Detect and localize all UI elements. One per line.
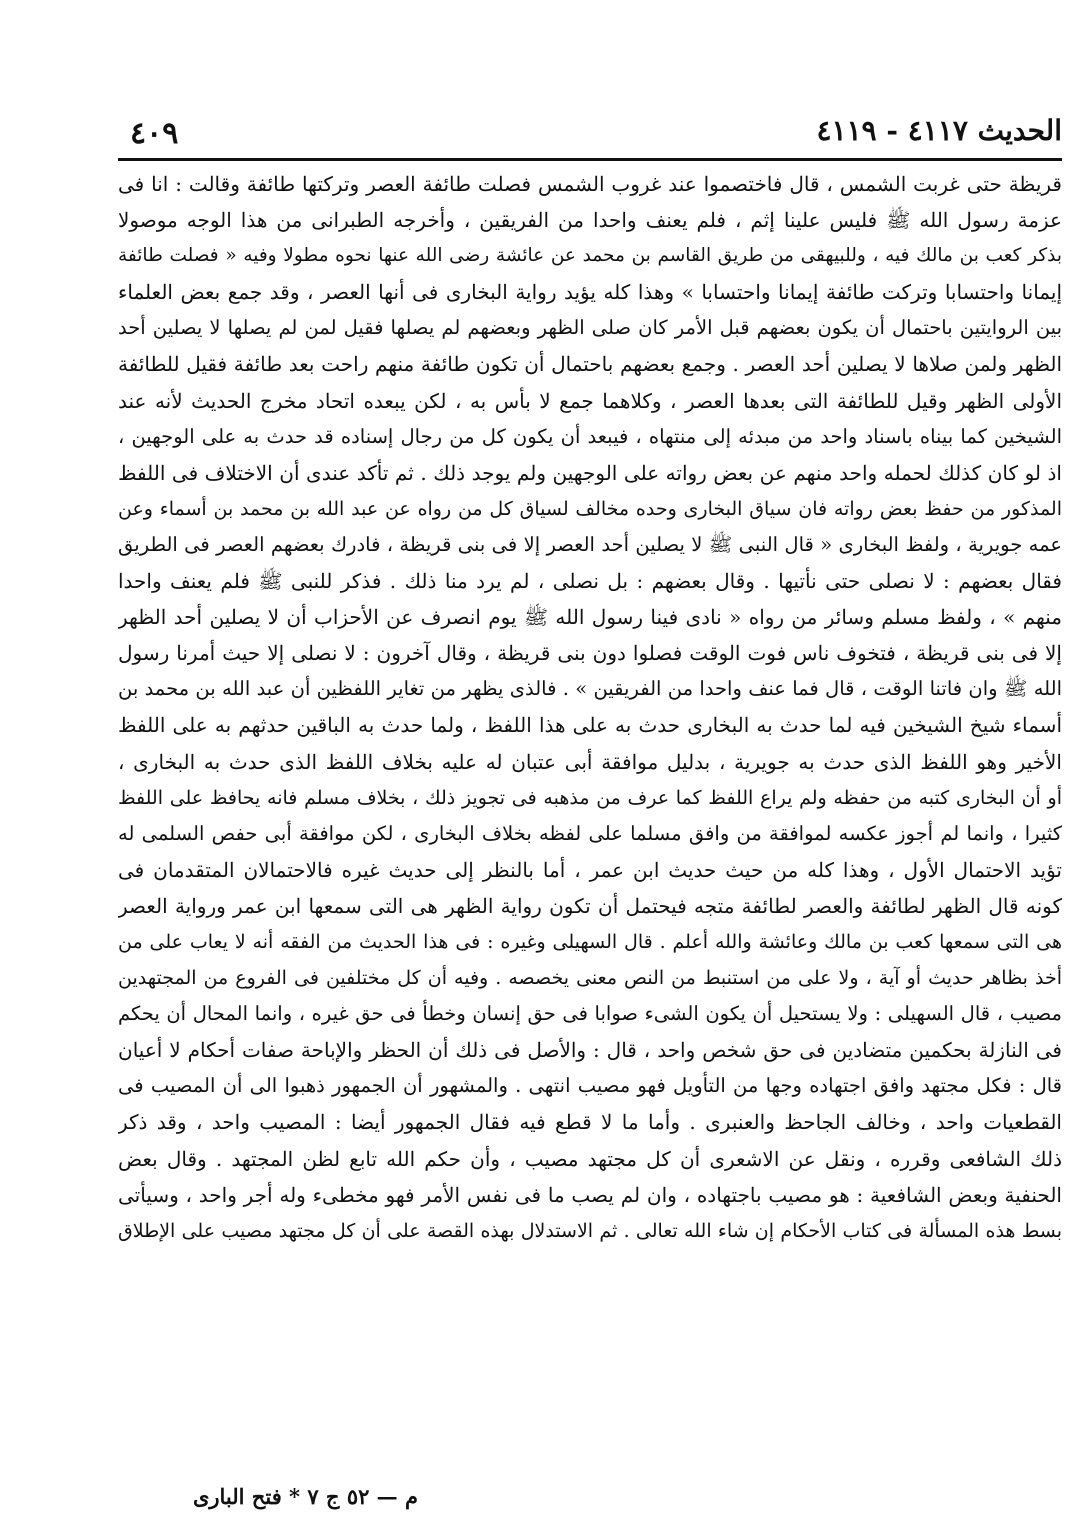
text-line: كونه قال الظهر لطائفة والعصر لطائفة متجه فيحتمل أن تكون رواية الظهر هى التى سمعها ابن عمر ورواية العصر	[118, 893, 1062, 918]
text-line: أو أن البخارى كتبه من حفظه ولم يراع اللفظ كما عرف من مذهبه فى تجويز ذلك ، بخلاف مسلم فانه يحافظ على اللفظ	[118, 786, 1062, 809]
header-rule	[118, 158, 1062, 161]
text-line: الظهر ولمن صلاها لا يصلين أحد العصر . وجمع بعضهم باحتمال أن تكون طائفة منهم راحت بعد طائفة فقيل للطائفة	[118, 352, 1062, 377]
text-line: الأخير وهو اللفظ الذى حدث به جويرية ، بدليل موافقة أبى عتبان له عليه بخلاف اللفظ الذى حدث به البخارى ،	[118, 749, 1062, 774]
text-line: هى التى سمعها كعب بن مالك وعائشة والله أعلم . قال السهيلى وغيره : فى هذا الحديث من الفقه أنه لا يعاب على من	[118, 930, 1062, 953]
text-line: ذلك الشافعى وقرره ، ونقل عن الاشعرى أن كل مجتهد مصيب ، وأن حكم الله تابع لظن المجتهد . وقال بعض	[118, 1146, 1062, 1171]
page-number: ٤٠٩	[130, 116, 179, 151]
text-line: اذ لو كان كذلك لحمله واحد منهم عن بعض رواته على الوجهين ولم يوجد ذلك . ثم تأكد عندى أن الاختلاف فى اللفظ	[118, 460, 1062, 485]
text-line: كثيرا ، وانما لم أجوز عكسه لموافقة من وافق مسلما على لفظه بخلاف البخارى ، لكن موافقة أبى حفص السلمى له	[118, 821, 1062, 845]
text-line: إيمانا واحتسابا وتركت طائفة إيمانا واحتسابا » وهذا كله يؤيد رواية البخارى فى أنها العصر ، وقد جمع بعض العلماء	[118, 280, 1062, 305]
text-line: الحنفية وبعض الشافعية : هو مصيب باجتهاده ، وان لم يصب ما فى نفس الأمر فهو مخطىء وله أجر واحد ، وسيأتى	[118, 1182, 1062, 1207]
text-line: قال : فكل مجتهد وافق اجتهاده وجها من التأويل فهو مصيب انتهى . والمشهور أن الجمهور ذهبوا الى أن المصيب فى	[118, 1074, 1062, 1098]
text-line: المذكور من حفظ بعض رواته فان سياق البخارى وحده مخالف لسياق كل من رواه عن عبد الله بن محمد بن أسماء وعن	[118, 497, 1062, 520]
text-line: عمه جويرية ، ولفظ البخارى « قال النبى ﷺ لا يصلين أحد العصر إلا فى بنى قريظة ، فادرك بعضهم العصر فى الطريق	[118, 532, 1062, 556]
text-line: الله ﷺ وان فاتنا الوقت ، قال فما عنف واحدا من الفريقين » . فالذى يظهر من تغاير اللفظين أن عبد الله بن محمد بن	[118, 677, 1062, 701]
text-line: مصيب ، قال السهيلى : ولا يستحيل أن يكون الشىء صوابا فى حق إنسان وخطأ فى حق غيره ، وانما المحال أن يحكم	[118, 1002, 1062, 1026]
text-line: فى النازلة بحكمين متضادين فى حق شخص واحد ، قال : والأصل فى ذلك أن الحظر والإباحة صفات أحكام لا أعيان	[118, 1038, 1062, 1063]
text-line: تؤيد الاحتمال الأول ، وهذا كله من حيث حديث ابن عمر ، أما بالنظر إلى حديث غيره فالاحتمالان المتقدمان فى	[118, 857, 1062, 882]
text-line: الأولى الظهر وقيل للطائفة التى بعدها العصر ، وكلاهما جمع لا بأس به ، لكن يبعده اتحاد مخرج الحديث لأنه عند	[118, 388, 1062, 413]
text-line: القطعيات واحد ، وخالف الجاحظ والعنبرى . وأما ما لا قطع فيه فقال الجمهور أيضا : المصيب واحد ، وقد ذكر	[118, 1110, 1062, 1135]
text-line: الشيخين كما بيناه باسناد واحد من مبدئه إلى منتهاه ، فيبعد أن يكون كل من رجال إسناده قد حدث به على الوجهين ،	[118, 424, 1062, 448]
text-line: فقال بعضهم : لا نصلى حتى نأتيها . وقال بعضهم : بل نصلى ، لم يرد منا ذلك . فذكر للنبى ﷺ فلم يعنف واحدا	[118, 569, 1062, 594]
text-line: قريظة حتى غربت الشمس ، قال فاختصموا عند غروب الشمس فصلت طائفة العصر وتركتها طائفة وقالت : انا فى	[118, 172, 1062, 196]
page-footer: م — ٥٢ ج ٧ * فتح البارى	[192, 1484, 418, 1509]
text-line: بذكر كعب بن مالك فيه ، وللبيهقى من طريق القاسم بن محمد عن عائشة رضى الله عنها نحوه مطولا وفيه « فصلت طائفة	[118, 245, 1062, 267]
body-text	[118, 166, 1062, 1466]
text-line: عزمة رسول الله ﷺ فليس علينا إثم ، فلم يعنف واحدا من الفريقين ، وأخرجه الطبرانى من هذا الوجه موصولا	[118, 208, 1062, 233]
text-line: بسط هذه المسألة فى كتاب الأحكام إن شاء الله تعالى . ثم الاستدلال بهذه القصة على أن كل مجتهد مصيب على الإطلاق	[118, 1219, 1062, 1242]
running-title: الحديث ٤١١٧ - ٤١١٩	[816, 114, 1062, 147]
text-line: أسماء شيخ الشيخين فيه لما حدث به البخارى حدث به على هذا اللفظ ، ولما حدث به الباقين حدثهم به على اللفظ	[118, 713, 1062, 738]
page-header	[118, 112, 1062, 158]
text-line: أخذ بظاهر حديث أو آية ، ولا على من استنبط من النص معنى يخصصه . وفيه أن كل مختلفين فى الفروع من المجتهدين	[118, 967, 1062, 990]
text-line: منهم » ، ولفظ مسلم وسائر من رواه « نادى فينا رسول الله ﷺ يوم انصرف عن الأحزاب أن لا يصلين أحد الظهر	[118, 605, 1062, 630]
text-line: بين الروايتين باحتمال أن يكون بعضهم قبل الأمر كان صلى الظهر وبعضهم لم يصلها فقيل لمن لم يصلها لا يصلين أحد	[118, 316, 1062, 340]
text-line: إلا فى بنى قريظة ، فتخوف ناس فوت الوقت فصلوا دون بنى قريظة ، وقال آخرون : لا نصلى إلا حيث أمرنا رسول	[118, 641, 1062, 666]
